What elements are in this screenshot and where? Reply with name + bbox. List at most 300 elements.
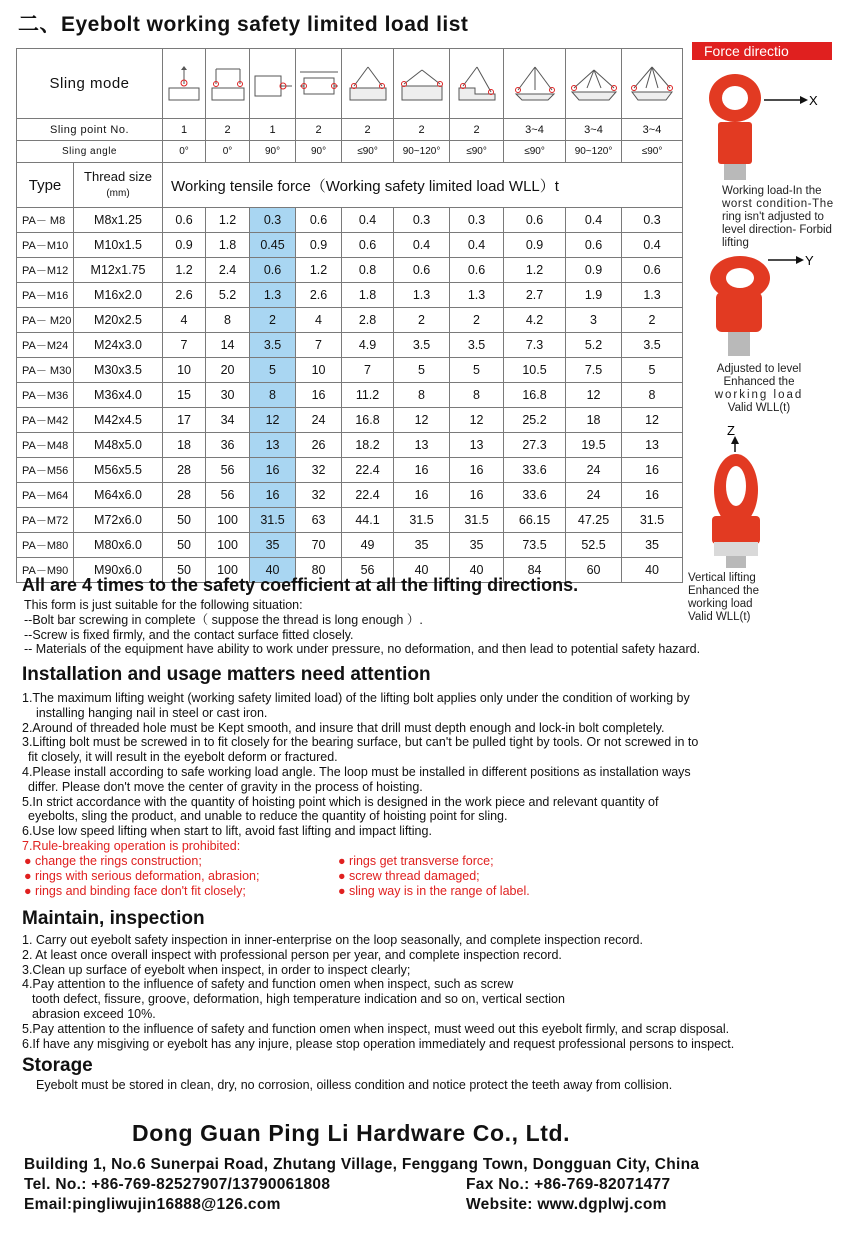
wll-value-cell: 5 [394, 358, 450, 383]
caption-line: level direction- Forbid [722, 224, 832, 236]
wll-value-cell: 18.2 [342, 433, 394, 458]
wll-value-cell: 10.5 [504, 358, 566, 383]
sling-point-cell: 2 [342, 119, 394, 141]
sling-point-cell: 1 [250, 119, 296, 141]
thread-cell: M56x5.5 [74, 458, 163, 483]
wll-value-cell: 13 [250, 433, 296, 458]
wll-value-cell: 80 [296, 558, 342, 583]
type-cell: PA－ M8 [17, 208, 74, 233]
sling-point-cell: 1 [163, 119, 206, 141]
wll-value-cell: 3.5 [622, 333, 683, 358]
wll-value-cell: 40 [450, 558, 504, 583]
thread-cell: M72x6.0 [74, 508, 163, 533]
wll-value-cell: 16 [394, 483, 450, 508]
wll-value-cell: 15 [163, 383, 206, 408]
table-row [17, 408, 683, 433]
wll-value-cell: 3.5 [250, 333, 296, 358]
wll-value-cell: 1.2 [296, 258, 342, 283]
wll-value-cell: 2.7 [504, 283, 566, 308]
table-row [17, 433, 683, 458]
wll-value-cell: 8 [394, 383, 450, 408]
wll-value-cell: 60 [566, 558, 622, 583]
wll-value-cell: 16.8 [504, 383, 566, 408]
wll-value-cell: 2 [394, 308, 450, 333]
wll-value-cell: 40 [394, 558, 450, 583]
installation-line: installing hanging nail in steel or cast iron. [36, 705, 268, 720]
prohibited-item: ● rings and binding face don't fit closely; [24, 883, 246, 898]
installation-list [22, 691, 698, 854]
wll-value-cell: 1.8 [342, 283, 394, 308]
type-cell: PA－M24 [17, 333, 74, 358]
installation-line: differ. Please don't move the center of gravity in the process of hoisting. [28, 779, 423, 794]
sling-angle-cell: 0° [163, 141, 206, 163]
thread-cell: M24x3.0 [74, 333, 163, 358]
wll-value-cell: 27.3 [504, 433, 566, 458]
wll-value-cell: 16 [296, 383, 342, 408]
sling-diagram [504, 49, 566, 119]
wll-value-cell: 44.1 [342, 508, 394, 533]
sling-point-cell: 3~4 [504, 119, 566, 141]
wll-value-cell: 33.6 [504, 458, 566, 483]
caption-line: lifting [722, 237, 749, 249]
wll-value-cell: 2.6 [163, 283, 206, 308]
caption-line: Valid WLL(t) [688, 611, 751, 623]
sling-point-cell: 3~4 [566, 119, 622, 141]
wll-value-cell: 25.2 [504, 408, 566, 433]
wll-value-cell: 5 [250, 358, 296, 383]
thread-cell: M20x2.5 [74, 308, 163, 333]
wll-value-cell: 1.2 [206, 208, 250, 233]
wll-value-cell: 30 [206, 383, 250, 408]
type-cell: PA－M90 [17, 558, 74, 583]
wll-value-cell: 0.9 [296, 233, 342, 258]
sling-point-cell: 2 [450, 119, 504, 141]
sling-diagram [394, 49, 450, 119]
prohibited-item-text: screw thread damaged; [349, 868, 480, 883]
wll-value-cell: 2.4 [206, 258, 250, 283]
prohibited-item: ● screw thread damaged; [338, 868, 480, 883]
wll-value-cell: 7.3 [504, 333, 566, 358]
thread-cell: M36x4.0 [74, 383, 163, 408]
type-cell: PA－M80 [17, 533, 74, 558]
thread-cell: M12x1.75 [74, 258, 163, 283]
wll-value-cell: 0.45 [250, 233, 296, 258]
wll-value-cell: 8 [206, 308, 250, 333]
thread-cell: M16x2.0 [74, 283, 163, 308]
eyebolt-z-image [700, 424, 780, 570]
caption-line: Enhanced the [723, 376, 795, 388]
axis-y-label: Y [805, 253, 814, 268]
wll-value-cell: 4 [296, 308, 342, 333]
maintain-line: tooth defect, fissure, groove, deformation, high temperature indication and so on, vertical section [32, 992, 565, 1007]
storage-text: Eyebolt must be stored in clean, dry, no corrosion, oilless condition and notice protect the teeth away from collision. [36, 1078, 673, 1092]
wll-value-cell: 1.2 [163, 258, 206, 283]
wll-value-cell: 1.3 [450, 283, 504, 308]
wll-value-cell: 8 [250, 383, 296, 408]
wll-value-cell: 13 [622, 433, 683, 458]
wll-value-cell: 70 [296, 533, 342, 558]
wll-value-cell: 3.5 [394, 333, 450, 358]
wll-value-cell: 32 [296, 483, 342, 508]
wll-value-cell: 31.5 [250, 508, 296, 533]
wll-value-cell: 0.9 [566, 258, 622, 283]
wll-value-cell: 40 [250, 558, 296, 583]
wll-value-cell: 7.5 [566, 358, 622, 383]
wll-value-cell: 22.4 [342, 483, 394, 508]
wll-value-cell: 73.5 [504, 533, 566, 558]
wll-value-cell: 0.4 [566, 208, 622, 233]
wll-value-cell: 16 [622, 483, 683, 508]
safety-line: --Bolt bar screwing in complete（ suppose the thread is long enough ）. [24, 612, 423, 627]
table-row [17, 233, 683, 258]
sling-point-cell: 2 [206, 119, 250, 141]
table-row [17, 283, 683, 308]
sling-angle-cell: 90° [296, 141, 342, 163]
wll-value-cell: 50 [163, 533, 206, 558]
prohibited-item: ● rings get transverse force; [338, 854, 494, 868]
thread-cell: M42x4.5 [74, 408, 163, 433]
wll-value-cell: 7 [342, 358, 394, 383]
sling-point-cell: 2 [296, 119, 342, 141]
wll-value-cell: 7 [296, 333, 342, 358]
wll-value-cell: 31.5 [622, 508, 683, 533]
wll-value-cell: 84 [504, 558, 566, 583]
prohibited-item: ● rings with serious deformation, abrasion; [24, 868, 260, 883]
prohibited-item-text: change the rings construction; [35, 854, 202, 868]
wll-value-cell: 1.8 [206, 233, 250, 258]
wll-value-cell: 16 [450, 483, 504, 508]
wll-value-cell: 47.25 [566, 508, 622, 533]
wll-value-cell: 56 [206, 483, 250, 508]
wll-value-cell: 12 [450, 408, 504, 433]
wll-value-cell: 11.2 [342, 383, 394, 408]
wll-value-cell: 18 [163, 433, 206, 458]
maintain-line: 3.Clean up surface of eyebolt when inspect, in order to inspect clearly; [22, 962, 411, 977]
wll-value-cell: 3 [566, 308, 622, 333]
wll-value-cell: 56 [342, 558, 394, 583]
wll-value-cell: 0.6 [504, 208, 566, 233]
sling-diagram [622, 49, 683, 119]
axis-x-label: X [809, 93, 818, 108]
sling-diagram [450, 49, 504, 119]
caption-line: Working load-In the [722, 185, 822, 197]
type-cell: PA－M12 [17, 258, 74, 283]
maintain-line: 2. At least once overall inspect with professional person per year, and complete inspection record. [22, 947, 562, 962]
wll-value-cell: 34 [206, 408, 250, 433]
safety-heading: All are 4 times to the safety coefficient at all the lifting directions. [22, 575, 579, 595]
company-name: Dong Guan Ping Li Hardware Co., Ltd. [132, 1120, 571, 1146]
type-cell: PA－M36 [17, 383, 74, 408]
type-cell: PA－M64 [17, 483, 74, 508]
installation-line: fit closely, it will result in the eyebolt deform or fractured. [28, 750, 338, 765]
table-row [17, 458, 683, 483]
sling-angle-cell: ≤90° [504, 141, 566, 163]
wll-value-cell: 49 [342, 533, 394, 558]
wll-value-cell: 35 [394, 533, 450, 558]
type-cell: PA－ M20 [17, 308, 74, 333]
thread-cell: M48x5.0 [74, 433, 163, 458]
wll-table [16, 48, 683, 583]
caption-line: worst condition-The [722, 198, 834, 210]
wll-value-cell: 17 [163, 408, 206, 433]
caption-line: ring isn't adjusted to [722, 211, 824, 223]
wll-value-cell: 8 [450, 383, 504, 408]
wll-value-cell: 22.4 [342, 458, 394, 483]
installation-line: 4.Please install according to safe working load angle. The loop must be installed in different positions as installation ways [22, 764, 691, 779]
sling-point-label: Sling point No. [17, 119, 163, 141]
wll-value-cell: 0.6 [622, 258, 683, 283]
thread-header-line2: (mm) [106, 188, 130, 199]
table-row [17, 533, 683, 558]
installation-line: 5.In strict accordance with the quantity of hoisting point which is designed in the work piece and relevant quantity of [22, 794, 659, 809]
wll-value-cell: 12 [394, 408, 450, 433]
wll-value-cell: 8 [622, 383, 683, 408]
wll-value-cell: 0.6 [450, 258, 504, 283]
type-cell: PA－ M30 [17, 358, 74, 383]
wll-value-cell: 2 [450, 308, 504, 333]
caption-worst-condition [722, 185, 854, 250]
wll-value-cell: 100 [206, 508, 250, 533]
sling-diagram [342, 49, 394, 119]
company-website[interactable]: Website: www.dgplwj.com [466, 1196, 667, 1213]
caption-adjusted-level [694, 363, 824, 415]
wll-value-cell: 16 [250, 458, 296, 483]
wll-value-cell: 1.3 [622, 283, 683, 308]
wll-value-cell: 66.15 [504, 508, 566, 533]
wll-value-cell: 12 [250, 408, 296, 433]
sling-diagram [250, 49, 296, 119]
wll-value-cell: 1.3 [250, 283, 296, 308]
wll-value-cell: 16 [250, 483, 296, 508]
sling-angle-cell: 0° [206, 141, 250, 163]
wll-value-cell: 10 [163, 358, 206, 383]
thread-header-line1: Thread size [84, 169, 152, 184]
wll-value-cell: 63 [296, 508, 342, 533]
wll-value-cell: 24 [566, 483, 622, 508]
wll-value-cell: 0.4 [342, 208, 394, 233]
wll-value-cell: 0.3 [622, 208, 683, 233]
installation-line: 2.Around of threaded hole must be Kept smooth, and insure that drill must depth enough and lock-in bolt completely. [22, 720, 665, 735]
wll-value-cell: 0.3 [450, 208, 504, 233]
wll-value-cell: 0.9 [163, 233, 206, 258]
table-row [17, 308, 683, 333]
caption-line: Adjusted to level [716, 363, 802, 375]
wll-value-cell: 2 [250, 308, 296, 333]
wll-value-cell: 13 [450, 433, 504, 458]
maintain-list [22, 933, 734, 1051]
type-cell: PA－M16 [17, 283, 74, 308]
wll-value-cell: 24 [566, 458, 622, 483]
wll-value-cell: 4.9 [342, 333, 394, 358]
wll-value-cell: 0.4 [450, 233, 504, 258]
wll-value-cell: 12 [622, 408, 683, 433]
type-cell: PA－M42 [17, 408, 74, 433]
type-header: Type [17, 163, 74, 208]
wll-value-cell: 5 [450, 358, 504, 383]
wll-value-cell: 33.6 [504, 483, 566, 508]
prohibited-right-list [338, 854, 530, 898]
sling-angle-cell: ≤90° [342, 141, 394, 163]
maintain-line: 6.If have any misgiving or eyebolt has any injure, please stop operation immediately and request professional persons to inspect. [22, 1036, 735, 1051]
wll-value-cell: 2.8 [342, 308, 394, 333]
wll-value-cell: 16 [394, 458, 450, 483]
sling-diagram [206, 49, 250, 119]
wll-value-cell: 5 [622, 358, 683, 383]
page-title: 二、Eyebolt working safety limited load list [18, 13, 469, 36]
wll-value-cell: 35 [250, 533, 296, 558]
sling-point-cell: 2 [394, 119, 450, 141]
company-fax: Fax No.: +86-769-82071477 [466, 1176, 671, 1193]
eyebolt-y-image [700, 248, 840, 360]
installation-line: 6.Use low speed lifting when start to lift, avoid fast lifting and impact lifting. [22, 824, 432, 839]
type-cell: PA－M10 [17, 233, 74, 258]
wll-value-cell: 100 [206, 558, 250, 583]
thread-cell: M8x1.25 [74, 208, 163, 233]
prohibited-item-text: rings with serious deformation, abrasion; [35, 868, 260, 883]
wll-value-cell: 0.4 [394, 233, 450, 258]
wll-value-cell: 56 [206, 458, 250, 483]
wll-value-cell: 0.4 [622, 233, 683, 258]
wll-value-cell: 31.5 [450, 508, 504, 533]
wll-value-cell: 0.6 [342, 233, 394, 258]
thread-cell: M64x6.0 [74, 483, 163, 508]
company-email[interactable]: Email:pingliwujin16888@126.com [24, 1196, 281, 1213]
sling-diagram [163, 49, 206, 119]
safety-line: --Screw is fixed firmly, and the contact surface fitted closely. [24, 627, 354, 642]
wll-value-cell: 4 [163, 308, 206, 333]
wll-value-cell: 16 [622, 458, 683, 483]
wll-value-cell: 5.2 [566, 333, 622, 358]
prohibited-item-text: rings get transverse force; [349, 854, 494, 868]
maintain-line: 5.Pay attention to the influence of safety and function omen when inspect, must weed out this eyebolt firmly, and scrap disposal. [22, 1021, 730, 1036]
caption-line: Vertical lifting [688, 572, 756, 584]
wll-value-cell: 0.6 [394, 258, 450, 283]
storage-heading: Storage [22, 1055, 93, 1076]
wll-value-cell: 1.2 [504, 258, 566, 283]
wll-value-cell: 28 [163, 483, 206, 508]
sling-angle-cell: ≤90° [450, 141, 504, 163]
thread-cell: M90x6.0 [74, 558, 163, 583]
wll-value-cell: 20 [206, 358, 250, 383]
wll-value-cell: 0.3 [250, 208, 296, 233]
wll-value-cell: 1.3 [394, 283, 450, 308]
axis-z-label: Z [727, 424, 735, 438]
sling-angle-cell: ≤90° [622, 141, 683, 163]
wll-value-cell: 19.5 [566, 433, 622, 458]
caption-line: working load [688, 598, 753, 610]
wll-value-cell: 28 [163, 458, 206, 483]
maintain-line: 4.Pay attention to the influence of safety and function omen when inspect, such as screw [22, 977, 514, 992]
wll-value-cell: 0.6 [296, 208, 342, 233]
prohibited-heading: 7.Rule-breaking operation is prohibited: [22, 838, 241, 853]
wll-value-cell: 31.5 [394, 508, 450, 533]
wll-value-cell: 10 [296, 358, 342, 383]
wll-value-cell: 0.6 [566, 233, 622, 258]
sling-angle-cell: 90° [250, 141, 296, 163]
force-direction-banner: Force directio [692, 42, 832, 60]
wll-value-cell: 2.6 [296, 283, 342, 308]
wll-value-cell: 24 [296, 408, 342, 433]
thread-cell: M30x3.5 [74, 358, 163, 383]
eyebolt-x-image [700, 64, 840, 182]
caption-line: Valid WLL(t) [727, 402, 791, 414]
table-row [17, 508, 683, 533]
wll-value-cell: 32 [296, 458, 342, 483]
wll-value-cell: 14 [206, 333, 250, 358]
thread-cell: M10x1.5 [74, 233, 163, 258]
wll-value-cell: 100 [206, 533, 250, 558]
working-force-header: Working tensile force（Working safety limited load WLL）t [163, 163, 683, 208]
wll-value-cell: 2 [622, 308, 683, 333]
caption-vertical-lifting [688, 572, 818, 624]
installation-line: 3.Lifting bolt must be screwed in to fit closely for the bearing surface, but can't be pulled tight by tools. Or not screwed in to [22, 735, 699, 750]
sling-angle-cell: 90~120° [394, 141, 450, 163]
table-row [17, 333, 683, 358]
installation-line: eyebolts, sling the product, and unable to reduce the quantity of hoisting point for sling. [28, 809, 508, 824]
wll-value-cell: 13 [394, 433, 450, 458]
wll-value-cell: 3.5 [450, 333, 504, 358]
wll-value-cell: 0.3 [394, 208, 450, 233]
safety-line: -- Materials of the equipment have ability to work under pressure, no deformation, and then lead to potential safety hazard. [24, 642, 701, 657]
installation-line: 1.The maximum lifting weight (working safety limited load) of the lifting bolt applies only under the condition of working by [22, 691, 690, 705]
type-cell: PA－M72 [17, 508, 74, 533]
table-row [17, 483, 683, 508]
wll-value-cell: 0.9 [504, 233, 566, 258]
installation-heading: Installation and usage matters need attention [22, 664, 431, 685]
wll-value-cell: 12 [566, 383, 622, 408]
sling-angle-label: Sling angle [17, 141, 163, 163]
sling-angle-cell: 90~120° [566, 141, 622, 163]
wll-value-cell: 18 [566, 408, 622, 433]
wll-value-cell: 16.8 [342, 408, 394, 433]
prohibited-item-text: sling way is in the range of label. [349, 883, 530, 898]
wll-value-cell: 52.5 [566, 533, 622, 558]
wll-value-cell: 0.8 [342, 258, 394, 283]
wll-value-cell: 35 [622, 533, 683, 558]
wll-value-cell: 50 [163, 508, 206, 533]
wll-value-cell: 16 [450, 458, 504, 483]
type-cell: PA－M56 [17, 458, 74, 483]
wll-value-cell: 26 [296, 433, 342, 458]
sling-diagram [566, 49, 622, 119]
maintain-heading: Maintain, inspection [22, 908, 205, 929]
prohibited-left-list [24, 854, 259, 898]
wll-value-cell: 5.2 [206, 283, 250, 308]
sling-mode-label: Sling mode [17, 49, 163, 119]
table-row [17, 358, 683, 383]
wll-value-cell: 50 [163, 558, 206, 583]
type-cell: PA－M48 [17, 433, 74, 458]
wll-value-cell: 0.6 [163, 208, 206, 233]
company-address: Building 1, No.6 Sunerpai Road, Zhutang Village, Fenggang Town, Dongguan City, China [24, 1156, 700, 1173]
wll-value-cell: 36 [206, 433, 250, 458]
wll-value-cell: 0.6 [250, 258, 296, 283]
prohibited-item: ● change the rings construction; [24, 854, 202, 868]
wll-value-cell: 1.9 [566, 283, 622, 308]
sling-diagram [296, 49, 342, 119]
wll-value-cell: 4.2 [504, 308, 566, 333]
wll-value-cell: 35 [450, 533, 504, 558]
table-row [17, 258, 683, 283]
sling-point-cell: 3~4 [622, 119, 683, 141]
thread-size-header [74, 163, 163, 208]
prohibited-item: ● sling way is in the range of label. [338, 883, 530, 898]
table-row [17, 208, 683, 233]
prohibited-item-text: rings and binding face don't fit closely; [35, 883, 246, 898]
safety-line: This form is just suitable for the following situation: [24, 598, 303, 612]
safety-conditions [24, 598, 700, 657]
thread-cell: M80x6.0 [74, 533, 163, 558]
